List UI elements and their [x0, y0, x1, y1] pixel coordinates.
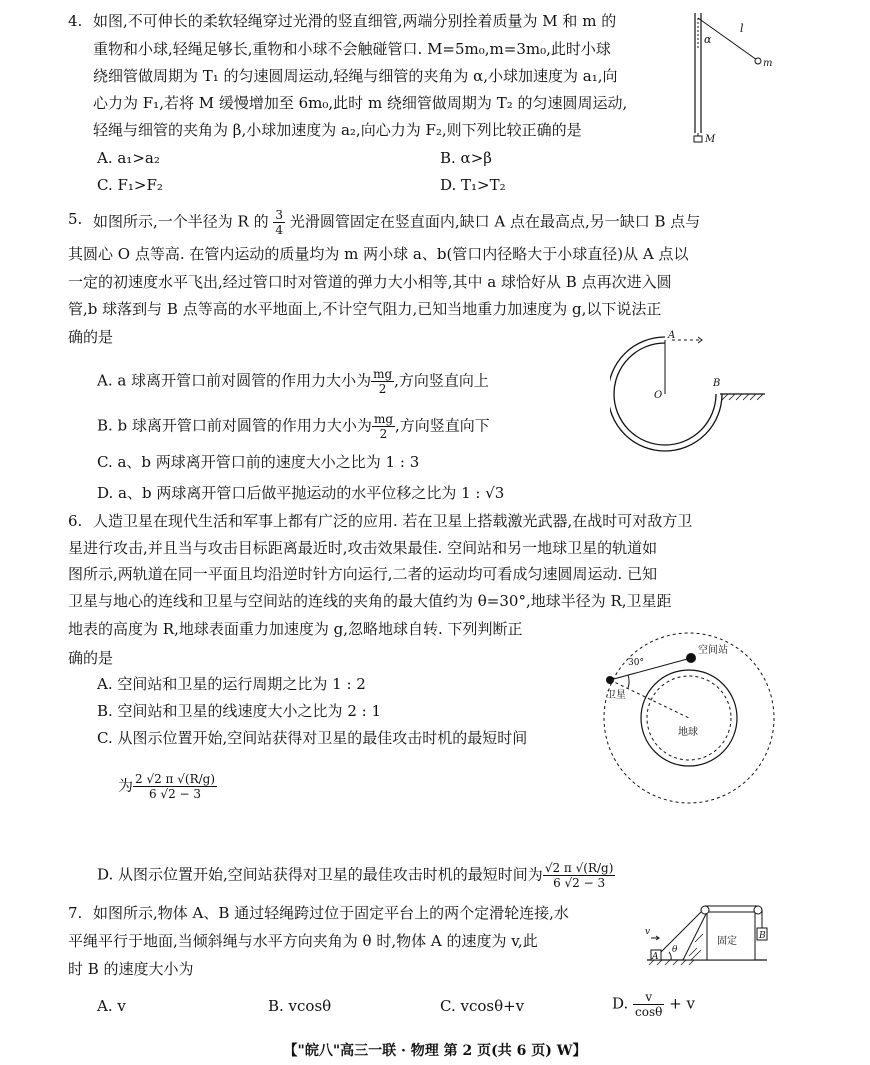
- q6-option-c: C. 从图示位置开始,空间站获得对卫星的最佳攻击时机的最短时间: [97, 729, 528, 747]
- q7-text-line: 如图所示,物体 A、B 通过轻绳跨过位于固定平台上的两个定滑轮连接,水: [93, 904, 569, 922]
- q4-text-line: 轻绳与细管的夹角为 β,小球加速度为 a₂,向心力为 F₂,则下列比较正确的是: [93, 121, 582, 139]
- q5-text-line-1: [93, 208, 700, 237]
- q6-option-c-fraction: [133, 772, 217, 801]
- q7-option-d-tail: + v: [669, 994, 695, 1013]
- q6-frac-num: 2 √2 π √(R/g): [135, 772, 216, 786]
- q5-fig-label-O: O: [654, 390, 663, 401]
- q5-number: 5.: [68, 210, 83, 228]
- q5-option-b-tail: ,方向竖直向下: [395, 416, 490, 435]
- q5-fraction-num: 3: [275, 208, 284, 222]
- q6-option-c-wei: 为: [118, 776, 134, 795]
- q5-text-line: 一定的初速度水平飞出,经过管口时对管道的弹力大小相等,其中 a 球恰好从 B 点再次进入圆: [68, 273, 672, 291]
- q6-text-line: 卫星与地心的连线和卫星与空间站的连线的夹角的最大值约为 θ=30°,地球半径为 R,卫星距: [68, 592, 672, 610]
- q4-option-c: C. F₁>F₂: [97, 176, 163, 194]
- q4-fig-label-alpha: α: [704, 33, 712, 46]
- q4-text-line: 如图,不可伸长的柔软轻绳穿过光滑的竖直细管,两端分别拴着质量为 M 和 m 的: [93, 12, 617, 30]
- q5-option-a: [97, 367, 489, 396]
- q7-fig-label-A: A: [652, 952, 659, 962]
- q4-text-line: 绕细管做周期为 T₁ 的匀速圆周运动,轻绳与细管的夹角为 α,小球加速度为 a₁,向: [93, 67, 618, 85]
- q4-option-b: B. α>β: [440, 149, 492, 167]
- q6-option-d-fraction: [543, 861, 616, 890]
- q7-option-c: C. vcosθ+v: [440, 997, 525, 1015]
- q6-option-c-formula: [118, 772, 217, 801]
- q5-frac-num: mg: [373, 412, 393, 426]
- q7-option-d-label: D.: [612, 994, 629, 1013]
- q6-text-line: 星进行攻击,并且当与攻击目标距离最近时,攻击效果最佳. 空间站和另一地球卫星的轨道如: [68, 539, 658, 557]
- q7-frac-num: v: [633, 990, 664, 1005]
- q6-text-line: 确的是: [68, 649, 114, 667]
- q7-fig-label-theta: θ: [672, 945, 678, 955]
- q5-frac-den: 2: [378, 382, 387, 396]
- q5-text-line: 管,b 球落到与 B 点等高的水平地面上,不计空气阻力,已知当地重力加速度为 g,以下说法正: [68, 300, 662, 318]
- q6-fig-label-satellite: 卫星: [606, 690, 626, 701]
- q5-fraction-den: 4: [275, 223, 284, 237]
- q5-option-a-fraction: [371, 367, 394, 396]
- q5-option-b-fraction: [372, 412, 395, 441]
- q4-text-line: 重物和小球,轻绳足够长,重物和小球不会触碰管口. M=5m₀,m=3m₀,此时小球: [93, 40, 611, 58]
- page-footer: 【"皖八"高三一联 · 物理 第 2 页(共 6 页) W】: [283, 1043, 587, 1059]
- q6-option-a: A. 空间站和卫星的运行周期之比为 1 : 2: [97, 675, 366, 693]
- q5-option-b: [97, 412, 490, 441]
- q6-orbit-figure: [598, 620, 780, 820]
- q7-text-line: 时 B 的速度大小为: [68, 960, 194, 978]
- q5-option-c: C. a、b 两球离开管口前的速度大小之比为 1 : 3: [97, 453, 420, 471]
- q5-option-a-text: A. a 球离开管口前对圆管的作用力大小为: [97, 371, 372, 390]
- q6-option-d: [97, 861, 615, 890]
- q7-option-a: A. v: [97, 997, 126, 1015]
- q7-fig-label-fixed: 固定: [717, 936, 737, 947]
- q6-option-d-text: D. 从图示位置开始,空间站获得对卫星的最佳攻击时机的最短时间为: [97, 865, 543, 884]
- q7-option-d: [612, 990, 695, 1019]
- q7-option-d-fraction: [633, 990, 664, 1019]
- q7-fig-label-v: v: [645, 927, 651, 937]
- q6-fig-label-angle: 30°: [628, 658, 644, 668]
- q5-option-d: D. a、b 两球离开管口后做平抛运动的水平位移之比为 1 : √3: [97, 484, 505, 502]
- q7-fig-label-B: B: [759, 931, 766, 941]
- q6-text-line: 图所示,两轨道在同一平面且均沿逆时针方向运行,二者的运动均可看成匀速圆周运动. 已知: [68, 565, 658, 583]
- q4-fig-label-M: M: [705, 134, 716, 145]
- q5-fraction: [273, 208, 285, 237]
- q5-text-line: 其圆心 O 点等高. 在管内运动的质量均为 m 两小球 a、b(管口内径略大于小球直径)从 A 点以: [68, 245, 689, 263]
- q4-fig-label-l: l: [740, 22, 744, 35]
- q6-option-b: B. 空间站和卫星的线速度大小之比为 2 : 1: [97, 702, 382, 720]
- q4-option-d: D. T₁>T₂: [440, 176, 506, 194]
- q6-frac-num: √2 π √(R/g): [544, 861, 614, 875]
- q7-pulley-figure: [645, 902, 775, 970]
- q6-fig-label-earth: 地球: [678, 727, 698, 738]
- q6-number: 6.: [68, 512, 83, 530]
- q4-text-line: 心力为 F₁,若将 M 缓慢增加至 6m₀,此时 m 绕细管做周期为 T₂ 的匀速圆周运动,: [93, 94, 628, 112]
- q7-option-b: B. vcosθ: [268, 997, 332, 1015]
- q6-frac-den: 6 √2 − 3: [148, 787, 202, 801]
- q5-tube-figure: [610, 330, 770, 465]
- q5-text-part: 光滑圆管固定在竖直面内,缺口 A 点在最高点,另一缺口 B 点与: [289, 212, 701, 231]
- q5-frac-num: mg: [373, 367, 393, 381]
- q6-fig-label-station: 空间站: [698, 645, 728, 656]
- q5-fig-label-B: B: [713, 378, 721, 389]
- q4-tube-figure: [685, 8, 795, 148]
- q4-fig-label-m: m: [763, 58, 773, 69]
- q6-frac-den: 6 √2 − 3: [553, 876, 606, 890]
- q7-frac-den: cosθ: [635, 1005, 663, 1019]
- q5-fig-label-A: A: [668, 330, 676, 341]
- q6-text-line: 人造卫星在现代生活和军事上都有广泛的应用. 若在卫星上搭载激光武器,在战时可对敌方卫: [93, 512, 693, 530]
- q5-text-part: 如图所示,一个半径为 R 的: [93, 212, 269, 231]
- q5-text-line: 确的是: [68, 328, 114, 346]
- q7-text-line: 平绳平行于地面,当倾斜绳与水平方向夹角为 θ 时,物体 A 的速度为 v,此: [68, 932, 538, 950]
- q7-number: 7.: [68, 904, 83, 922]
- q4-option-a: A. a₁>a₂: [97, 149, 160, 167]
- q6-text-line: 地表的高度为 R,地球表面重力加速度为 g,忽略地球自转. 下列判断正: [68, 620, 523, 638]
- q4-number: 4.: [68, 12, 83, 30]
- q5-option-b-text: B. b 球离开管口前对圆管的作用力大小为: [97, 416, 372, 435]
- q5-option-a-tail: ,方向竖直向上: [394, 371, 489, 390]
- q5-frac-den: 2: [379, 427, 388, 441]
